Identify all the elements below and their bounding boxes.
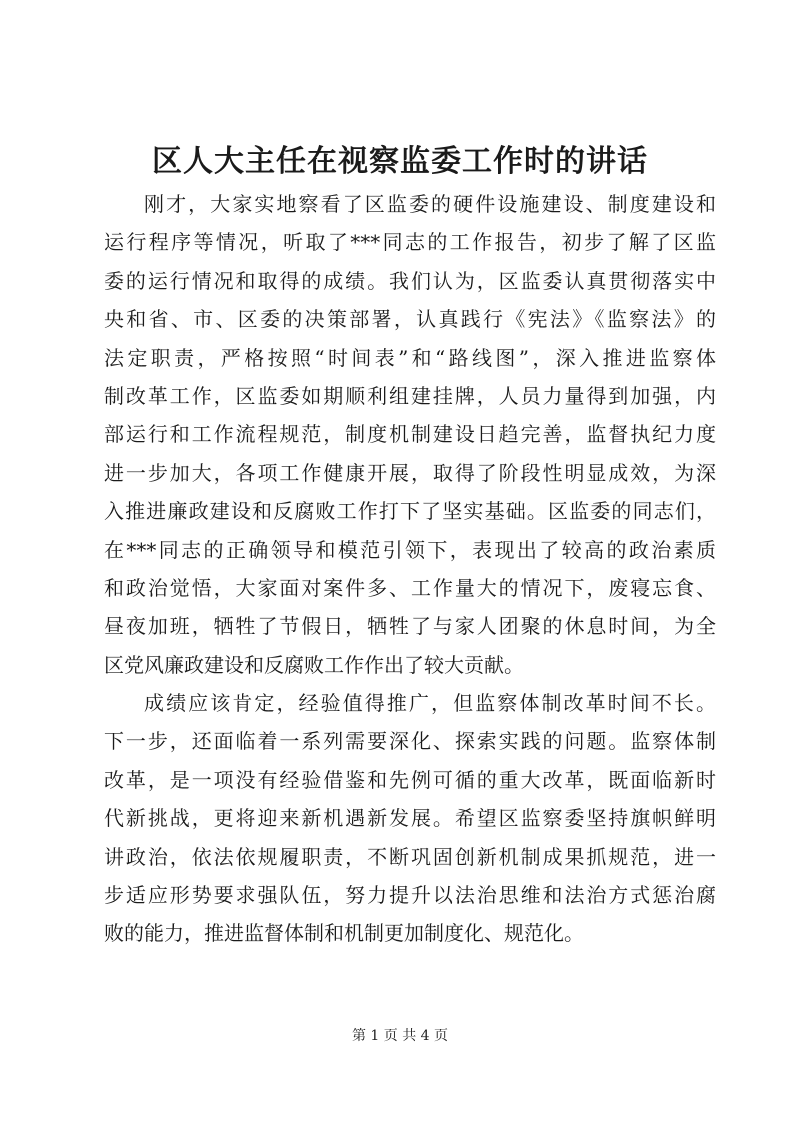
text-line: 败的能力，推进监督体制和机制更加制度化、规范化。: [104, 921, 584, 946]
document-title: 区人大主任在视察监委工作时的讲话: [152, 144, 648, 179]
text-line: 下一步，还面临着一系列需要深化、探索实践的问题。监察体制: [104, 729, 716, 754]
text-line: 刚才，大家实地察看了区监委的硬件设施建设、制度建设和: [144, 192, 716, 216]
text-line: 改革，是一项没有经验借鉴和先例可循的重大改革，既面临新时: [104, 767, 716, 792]
paragraph-1: [104, 185, 716, 684]
text-line: 部运行和工作流程规范，制度机制建设日趋完善，监督执纪力度: [104, 422, 716, 447]
page-number-footer: 第 1 页 共 4 页: [351, 1028, 449, 1044]
text-line: 区党风廉政建设和反腐败工作作出了较大贡献。: [104, 652, 524, 677]
text-line: 讲政治，依法依规履职责，不断巩固创新机制成果抓规范，进一: [104, 844, 716, 869]
text-line: 成绩应该肯定，经验值得推广，但监察体制改革时间不长。: [144, 691, 716, 716]
text-line: 入推进廉政建设和反腐败工作打下了坚实基础。区监委的同志们，: [104, 499, 716, 524]
text-line: 法定职责，严格按照“时间表”和“路线图”，深入推进监察体: [104, 345, 716, 370]
text-line: 和政治觉悟，大家面对案件多、工作量大的情况下，废寝忘食、: [104, 575, 716, 600]
text-line: 委的运行情况和取得的成绩。我们认为，区监委认真贯彻落实中: [104, 268, 716, 293]
text-line: 代新挑战，更将迎来新机遇新发展。希望区监察委坚持旗帜鲜明: [104, 806, 716, 831]
text-line: 步适应形势要求强队伍，努力提升以法治思维和法治方式惩治腐: [104, 883, 716, 908]
text-line: 制改革工作，区监委如期顺利组建挂牌，人员力量得到加强，内: [104, 383, 716, 408]
document-body: [104, 185, 716, 953]
text-line: 进一步加大，各项工作健康开展，取得了阶段性明显成效，为深: [104, 460, 716, 485]
text-line: 昼夜加班，牺牲了节假日，牺牲了与家人团聚的休息时间，为全: [104, 614, 716, 639]
text-line: 在***同志的正确领导和模范引领下，表现出了较高的政治素质: [104, 537, 716, 562]
text-line: 央和省、市、区委的决策部署，认真践行《宪法》《监察法》的: [104, 307, 716, 332]
paragraph-2: [104, 684, 716, 953]
text-line: 运行程序等情况，听取了***同志的工作报告，初步了解了区监: [104, 230, 716, 255]
